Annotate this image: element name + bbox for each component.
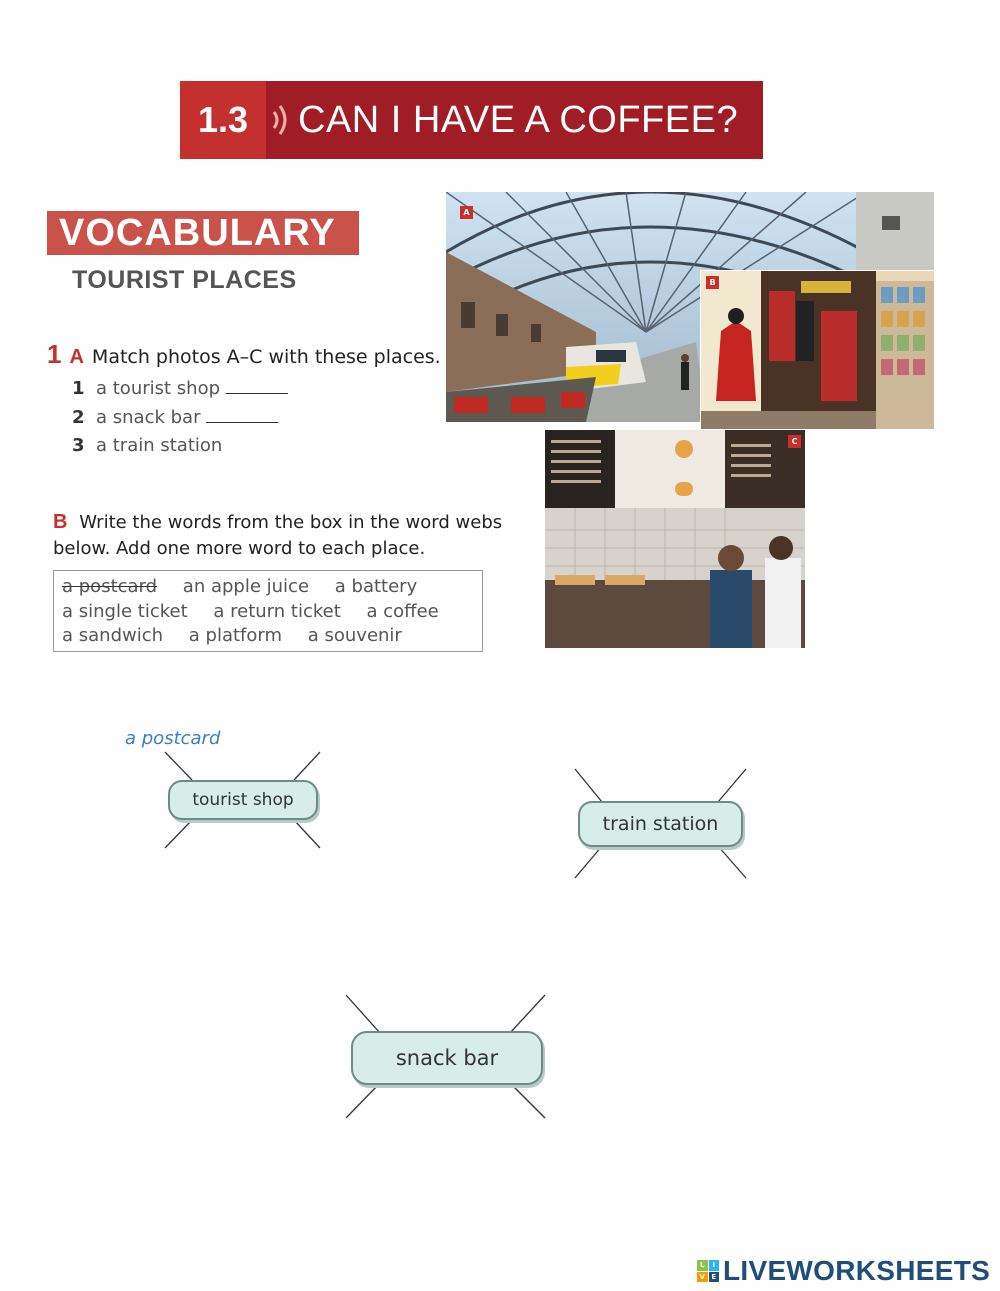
word-web-snack-bar[interactable]: snack bar [351, 1031, 543, 1085]
audio-icon [266, 81, 296, 159]
exercise-letter: B [53, 511, 68, 533]
word[interactable]: a coffee [366, 600, 439, 622]
exercise-letter: A [69, 346, 84, 368]
word[interactable]: a return ticket [213, 600, 341, 622]
liveworksheets-logo[interactable] [697, 1255, 990, 1287]
item-number: 3 [72, 435, 85, 456]
item-number: 1 [72, 378, 85, 399]
word[interactable]: a souvenir [307, 625, 402, 646]
answer-blank[interactable] [226, 377, 288, 394]
word-web-train-station[interactable]: train station [578, 801, 743, 847]
photo-b-tourist-shop [700, 270, 935, 430]
instruction-text: Match photos A–C with these places. [91, 346, 441, 368]
word-box [53, 570, 483, 652]
item-text: a snack bar [96, 407, 201, 428]
lesson-banner [180, 81, 763, 159]
instruction-text: Write the words from the box in the word webs below. Add one more word to each place. [53, 512, 503, 559]
word-web-tourist-shop[interactable]: tourist shop [168, 780, 318, 820]
word[interactable]: an apple juice [182, 576, 310, 597]
answer-blank[interactable] [206, 406, 278, 423]
section-heading: VOCABULARY [47, 211, 359, 255]
list-item [72, 377, 288, 399]
exercise-number: 1 [47, 339, 62, 369]
list-item [72, 406, 278, 428]
logo-mark: L I V E [697, 1260, 719, 1282]
photo-label: B [706, 276, 719, 289]
lesson-title: CAN I HAVE A COFFEE? [298, 98, 739, 141]
example-answer: a postcard [125, 728, 221, 749]
list-item [72, 435, 222, 456]
lesson-number: 1.3 [180, 81, 266, 159]
word-box-row [62, 575, 474, 600]
exercise-b-instruction [53, 509, 503, 562]
section-subheading: TOURIST PLACES [72, 266, 297, 294]
photo-label: A [460, 206, 473, 219]
logo-text: LIVEWORKSHEETS [723, 1255, 991, 1286]
photo-label: C [788, 435, 801, 448]
item-text: a train station [96, 435, 223, 456]
word[interactable]: a single ticket [62, 600, 188, 622]
item-number: 2 [72, 407, 85, 428]
word-box-row [62, 624, 474, 649]
photo-c-snack-bar [545, 430, 805, 648]
word[interactable]: a platform [188, 625, 282, 646]
word-box-row [62, 600, 474, 625]
item-text: a tourist shop [96, 378, 221, 399]
word[interactable]: a postcard [62, 576, 158, 597]
word[interactable]: a sandwich [62, 625, 164, 646]
word[interactable]: a battery [334, 576, 418, 597]
exercise-1a-instruction [47, 339, 441, 370]
